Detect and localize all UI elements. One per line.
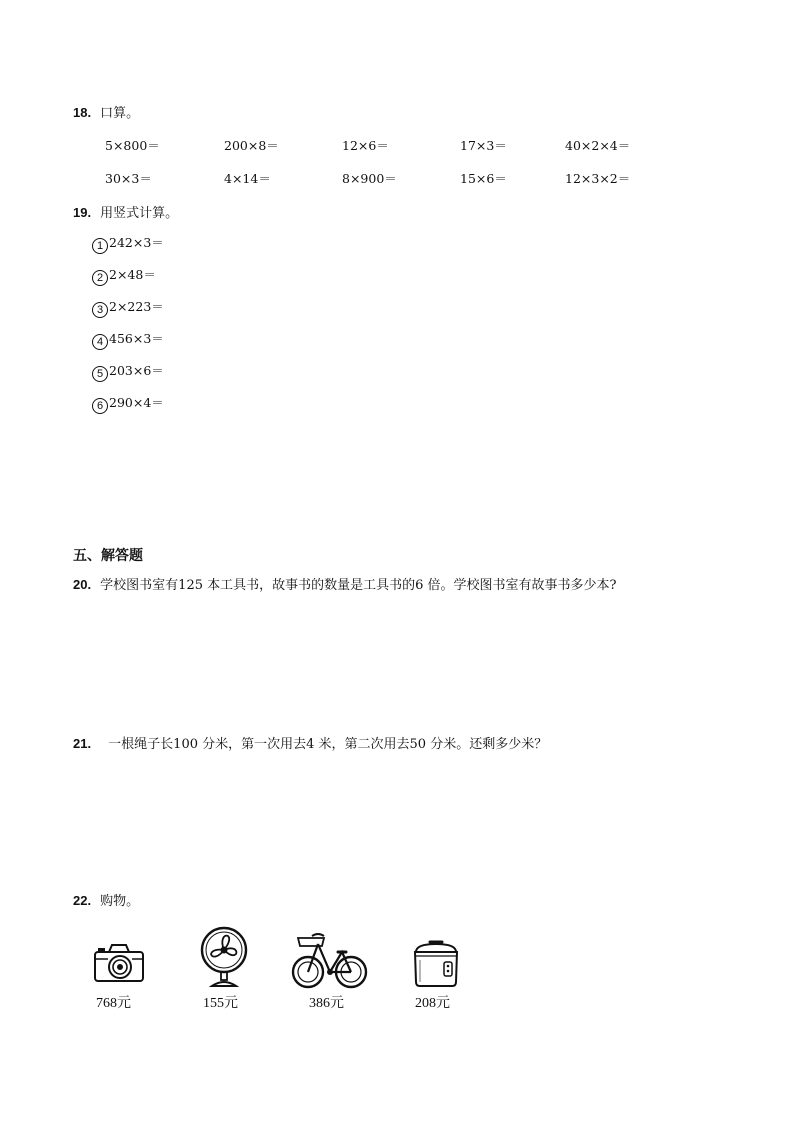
question-title: 购物。 xyxy=(100,894,140,909)
calc-expression: 203×6＝ xyxy=(109,363,164,378)
product-price: 208元 xyxy=(415,996,450,1011)
question-text: 一根绳子长100 分米，第一次用去4 米，第二次用去50 分米。还剩多少米？ xyxy=(108,737,548,752)
product-price: 768元 xyxy=(96,996,131,1011)
calc-item: 4×14＝ xyxy=(224,171,271,186)
circled-number: 4 xyxy=(92,334,108,350)
fan-icon xyxy=(198,926,250,988)
vertical-calc-item xyxy=(92,233,164,254)
rice-cooker-icon xyxy=(410,936,462,988)
question-number: 22. xyxy=(73,893,92,908)
question-number: 19. xyxy=(73,205,92,220)
circled-number: 2 xyxy=(92,270,108,286)
calc-expression: 2×48＝ xyxy=(109,267,156,282)
question-21 xyxy=(73,733,547,752)
product-price: 155元 xyxy=(203,996,238,1011)
vertical-calc-item xyxy=(92,329,164,350)
product-rice-cooker xyxy=(410,936,462,988)
calc-expression: 290×4＝ xyxy=(109,395,164,410)
circled-number: 3 xyxy=(92,302,108,318)
calc-expression: 456×3＝ xyxy=(109,331,164,346)
circled-number: 6 xyxy=(92,398,108,414)
vertical-calc-item xyxy=(92,393,164,414)
question-title: 口算。 xyxy=(100,106,140,121)
calc-expression: 2×223＝ xyxy=(109,299,164,314)
section-heading: 五、解答题 xyxy=(73,548,143,564)
calc-item: 200×8＝ xyxy=(224,138,279,153)
product-fan xyxy=(198,926,250,988)
question-22 xyxy=(73,890,139,909)
vertical-calc-item xyxy=(92,297,164,318)
question-text: 学校图书室有125 本工具书，故事书的数量是工具书的6 倍。学校图书室有故事书多少本? xyxy=(100,578,617,593)
vertical-calc-item xyxy=(92,361,164,382)
calc-item: 30×3＝ xyxy=(105,171,152,186)
circled-number: 1 xyxy=(92,238,108,254)
calc-item: 15×6＝ xyxy=(460,171,507,186)
question-number: 21. xyxy=(73,736,92,751)
question-number: 18. xyxy=(73,105,92,120)
product-price: 386元 xyxy=(309,996,344,1011)
vertical-calc-item xyxy=(92,265,156,286)
calc-item: 12×6＝ xyxy=(342,138,389,153)
camera-icon xyxy=(92,940,148,984)
product-bicycle xyxy=(290,930,370,990)
calc-item: 12×3×2＝ xyxy=(565,171,631,186)
question-20 xyxy=(73,574,617,593)
product-camera xyxy=(92,940,148,984)
calc-item: 5×800＝ xyxy=(105,138,160,153)
question-19 xyxy=(73,202,178,221)
calc-expression: 242×3＝ xyxy=(109,235,164,250)
calc-item: 17×3＝ xyxy=(460,138,507,153)
bicycle-icon xyxy=(290,930,370,990)
question-number: 20. xyxy=(73,577,92,592)
calc-item: 40×2×4＝ xyxy=(565,138,631,153)
question-title: 用竖式计算。 xyxy=(100,206,179,221)
calc-item: 8×900＝ xyxy=(342,171,397,186)
question-18 xyxy=(73,102,139,121)
circled-number: 5 xyxy=(92,366,108,382)
